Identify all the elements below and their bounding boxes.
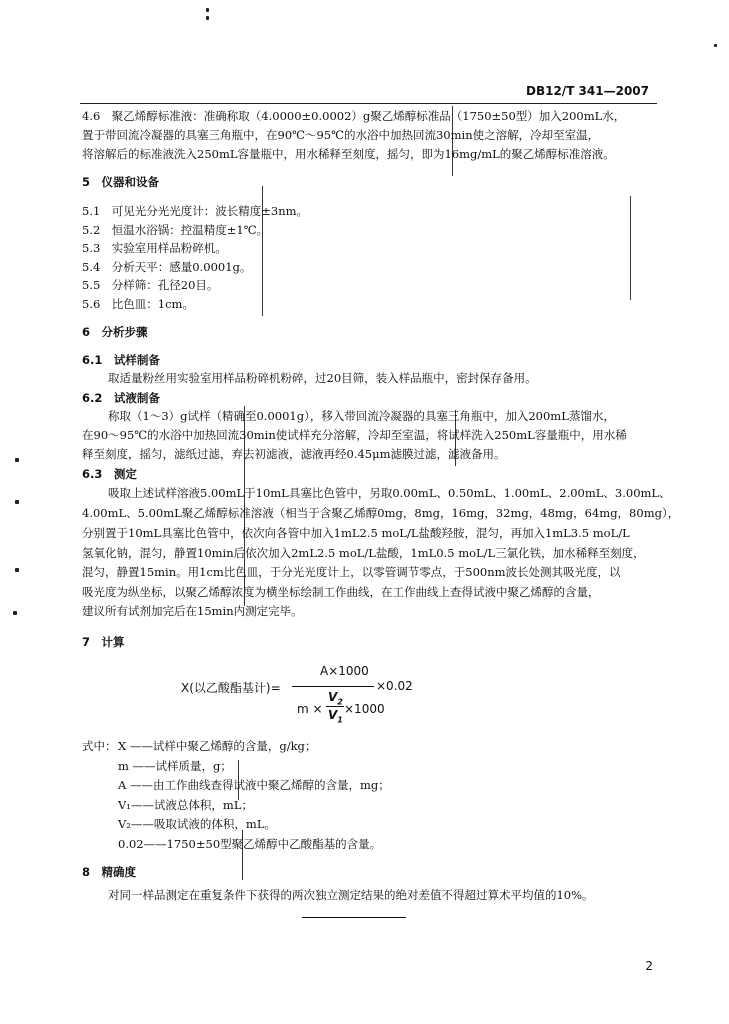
s5-item: 5.1 可见光分光光度计：波长精度±3nm。 [82, 204, 309, 218]
s5-item: 5.2 恒温水浴锅：控温精度±1℃。 [82, 223, 269, 237]
s63-line7: 建议所有试剂加完后在15min内测定完毕。 [82, 604, 303, 618]
scan-speck [714, 44, 717, 47]
formula-tail: ×0.02 [376, 679, 413, 693]
formula-fraction-bar [292, 686, 374, 687]
formula-v1: $V_1$ [328, 708, 343, 725]
formula-inner-fraction-bar [326, 706, 344, 707]
s5-item: 5.3 实验室用样品粉碎机。 [82, 241, 227, 255]
def-v1: V₁——试液总体积，mL； [118, 798, 253, 812]
s63-line6: 吸光度为纵坐标，以聚乙烯醇浓度为横坐标绘制工作曲线，在工作曲线上查得试液中聚乙烯醇的含量， [82, 585, 600, 599]
s62-title: 6.2 试液制备 [82, 391, 160, 405]
scan-speck [15, 568, 19, 572]
formula-den-prefix: m × [297, 702, 323, 716]
formula-lhs: X(以乙酸酯基计)= [181, 681, 281, 695]
formula-numerator: A×1000 [320, 664, 369, 678]
s63-title: 6.3 测定 [82, 467, 137, 481]
formula-den-suffix: ×1000 [344, 702, 385, 716]
def-m: m ——试样质量，g； [118, 759, 232, 773]
section8-title: 8 精确度 [82, 865, 137, 879]
s63-line2: 4.00mL、5.00mL聚乙烯醇标准溶液（相当于含聚乙烯醇0mg，8mg，16mg，32mg，48mg，64mg，80mg）， [82, 506, 680, 520]
s62-line3: 释至刻度，摇匀，滤纸过滤，弃去初滤液，滤液再经0.45μm滤膜过滤，滤液备用。 [82, 447, 506, 461]
header-rule [80, 103, 657, 104]
scan-speck [13, 611, 17, 615]
scan-speck [15, 458, 19, 462]
section6-title: 6 分析步骤 [82, 325, 148, 339]
end-rule [302, 917, 406, 918]
s8-line1: 对同一样品测定在重复条件下获得的两次独立测定结果的绝对差值不得超过算术平均值的10%。 [108, 888, 594, 902]
formula-v2: $V_2$ [328, 690, 343, 707]
s62-line1: 称取（1～3）g试样（精确至0.0001g），移入带回流冷凝器的具塞三角瓶中，加入200mL蒸馏水， [108, 409, 615, 423]
s63-line1: 吸取上述试样溶液5.00mL于10mL具塞比色管中，另取0.00mL、0.50mL、1.00mL、2.00mL、3.00mL、 [108, 486, 671, 500]
s63-line4: 氢氧化钠，混匀，静置10min后依次加入2mL2.5 moL/L盐酸，1mL0.5 moL/L三氯化铁，加水稀释至刻度， [82, 546, 645, 560]
def-a: A ——由工作曲线查得试液中聚乙烯醇的含量，mg； [118, 778, 390, 792]
s62-line2: 在90～95℃的水浴中加热回流30min使试样充分溶解，冷却至室温，将试样洗入250mL容量瓶中，用水稀 [82, 428, 627, 442]
section5-title: 5 仪器和设备 [82, 175, 160, 189]
section7-title: 7 计算 [82, 635, 125, 649]
scan-speck [15, 500, 19, 504]
s5-item: 5.5 分样筛：孔径20目。 [82, 278, 219, 292]
s63-line5: 混匀，静置15min。用1cm比色皿，于分光光度计上，以零管调节零点，于500nm波长处测其吸光度，以 [82, 565, 621, 579]
s5-item: 5.6 比色皿：1cm。 [82, 297, 194, 311]
s5-item: 5.4 分析天平：感量0.0001g。 [82, 260, 252, 274]
s46-line1: 4.6 聚乙烯醇标准液：准确称取（4.0000±0.0002）g聚乙烯醇标准品（1750±50型）加入200mL水， [82, 109, 626, 123]
def-x: X ——试样中聚乙烯醇的含量，g/kg； [118, 739, 317, 753]
page-number: 2 [645, 959, 653, 973]
scan-speck [206, 16, 209, 20]
def-v2: V₂——吸取试液的体积，mL。 [118, 817, 276, 831]
s46-line2: 置于带回流冷凝器的具塞三角瓶中，在90℃～95℃的水浴中加热回流30min使之溶解，冷却至室温， [82, 128, 600, 142]
scan-speck [206, 8, 209, 12]
standard-code: DB12/T 341—2007 [526, 84, 649, 98]
s61-title: 6.1 试样制备 [82, 353, 160, 367]
s63-line3: 分别置于10mL具塞比色管中，依次向各管中加入1mL2.5 moL/L盐酸羟胺，混匀，再加入1mL3.5 moL/L [82, 526, 630, 540]
s46-line3: 将溶解后的标准液洗入250mL容量瓶中，用水稀释至刻度，摇匀，即为16mg/mL的聚乙烯醇标准溶液。 [82, 147, 615, 161]
def-coefficient: 0.02——1750±50型聚乙烯醇中乙酸酯基的含量。 [118, 837, 382, 851]
s61-line1: 取适量粉丝用实验室用样品粉碎机粉碎，过20目筛，装入样品瓶中，密封保存备用。 [108, 371, 537, 385]
where-label: 式中： [82, 739, 117, 753]
